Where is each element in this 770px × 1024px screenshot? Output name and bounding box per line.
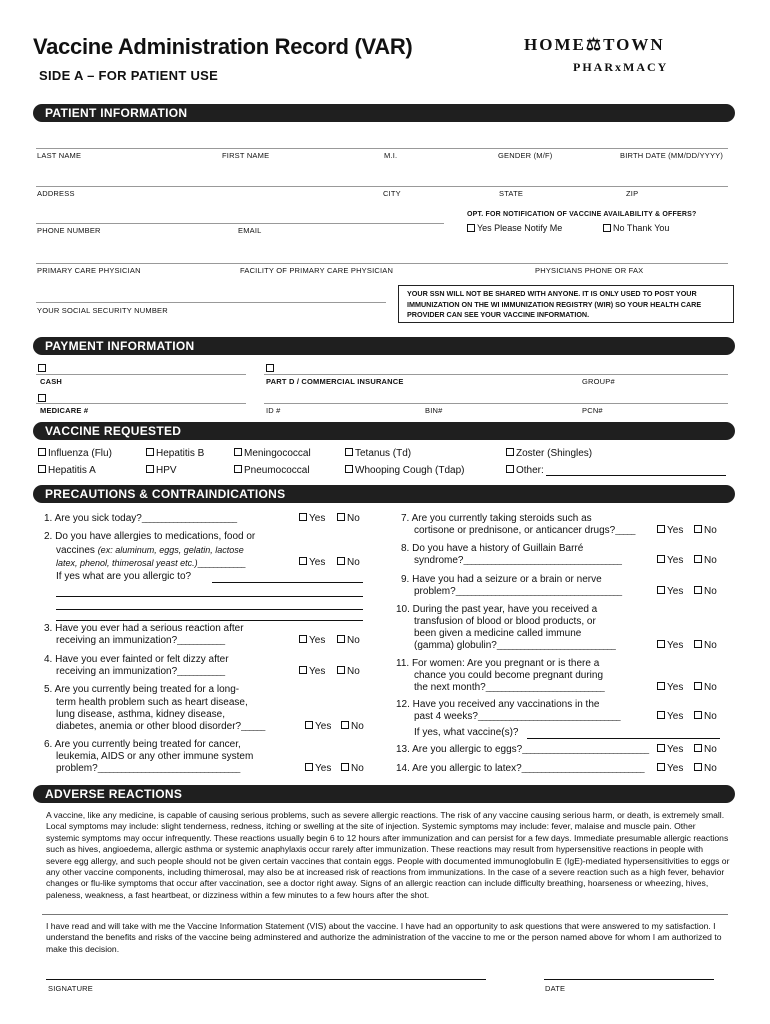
question-5-line2: term health problem such as heart disease,	[56, 697, 248, 708]
q14-yes[interactable]: Yes	[657, 763, 683, 774]
q4-yes[interactable]: Yes	[299, 666, 325, 677]
q5-yes[interactable]: Yes	[305, 721, 331, 732]
question-12-line3: If yes, what vaccine(s)?	[414, 727, 519, 738]
bin-label: BIN#	[425, 406, 443, 415]
allergy-line-1[interactable]	[212, 582, 363, 583]
section-precautions: PRECAUTIONS & CONTRAINDICATIONS	[33, 485, 735, 503]
question-6-line3: problem?____________________________________	[56, 763, 240, 774]
name-line[interactable]	[36, 148, 728, 149]
q2-no[interactable]: No	[337, 557, 360, 568]
page-subtitle: SIDE A – FOR PATIENT USE	[39, 68, 219, 83]
signature-label: SIGNATURE	[48, 984, 93, 993]
q6-no[interactable]: No	[341, 763, 364, 774]
question-1: 1. Are you sick today?________________________	[44, 513, 237, 524]
q10-no[interactable]: No	[694, 640, 717, 651]
insurance-line[interactable]	[264, 374, 728, 375]
question-4: 4. Have you ever fainted or felt dizzy after	[44, 654, 229, 665]
group-label: GROUP#	[582, 377, 615, 386]
q2-allergy-prompt: If yes what are you allergic to?	[56, 571, 192, 582]
q11-no[interactable]: No	[694, 682, 717, 693]
signature-line[interactable]	[46, 979, 486, 980]
question-3: 3. Have you ever had a serious reaction after	[44, 623, 244, 634]
phone-label: PHONE NUMBER	[37, 226, 101, 235]
ssn-line[interactable]	[36, 302, 386, 303]
section-payment-information: PAYMENT INFORMATION	[33, 337, 735, 355]
question-3-line2: receiving an immunization?____________	[56, 635, 225, 646]
first-name-label: FIRST NAME	[222, 151, 270, 160]
notify-yes-label: Yes Please Notify Me	[477, 223, 563, 233]
question-10-line3: been given a medicine called immune	[414, 628, 582, 639]
vaccine-other[interactable]: Other:	[506, 465, 544, 476]
pharmacy-logo-bottom: PHARxMACY	[573, 60, 669, 74]
question-2-line2: vaccines (ex: aluminum, eggs, gelatin, lactose	[56, 545, 244, 556]
question-10-line2: transfusion of blood or blood products, or	[414, 616, 596, 627]
notification-question: OPT. FOR NOTIFICATION OF VACCINE AVAILABILITY & OFFERS?	[467, 211, 697, 218]
q13-no[interactable]: No	[694, 744, 717, 755]
date-label: DATE	[545, 984, 566, 993]
q9-yes[interactable]: Yes	[657, 586, 683, 597]
vaccine-hpv[interactable]: HPV	[146, 465, 177, 476]
address-label: ADDRESS	[37, 189, 75, 198]
question-9-line2: problem?__________________________________________	[414, 586, 622, 597]
medicare-label: MEDICARE #	[40, 406, 89, 415]
q5-no[interactable]: No	[341, 721, 364, 732]
physician-phone-label: PHYSICIANS PHONE OR FAX	[535, 266, 644, 275]
question-2-line3: latex, phenol, thimerosal yeast etc.)____________	[56, 558, 245, 568]
city-label: CITY	[383, 189, 401, 198]
phone-email-line[interactable]	[36, 223, 444, 224]
zip-label: ZIP	[626, 189, 639, 198]
question-9: 9. Have you had a seizure or a brain or nerve	[401, 574, 602, 585]
q7-yes[interactable]: Yes	[657, 525, 683, 536]
q12-yes[interactable]: Yes	[657, 711, 683, 722]
q1-yes[interactable]: Yes	[299, 513, 325, 524]
q3-no[interactable]: No	[337, 635, 360, 646]
question-12-line2: past 4 weeks?____________________________________	[414, 711, 621, 722]
q6-yes[interactable]: Yes	[305, 763, 331, 774]
page-title: Vaccine Administration Record (VAR)	[33, 34, 413, 59]
allergy-line-4[interactable]	[56, 620, 363, 621]
part-d-label: PART D / COMMERCIAL INSURANCE	[266, 377, 404, 386]
state-label: STATE	[499, 189, 524, 198]
adverse-reactions-text: A vaccine, like any medicine, is capable of causing serious problems, such as severe allergic reactions. The risk of any vaccine causing serious harm, or death, is extremely small. Local symptoms may include: slight tenderness, redness, itching or swelling at the site of injection. Systemic symptoms may include: fever, malaise and muscle pain. Other systemic symptoms may occur infrequently. These reactions usually begin 6 to 12 hours after immunization and can persist for a few days. Immediate presumable allergic reactions such as hives, angioedema, allergic asthma or systemic anaphylaxis occur rarely after immunization. These reactions may result from hypersensitive reactions in people with severe egg allergy, and such people should not be given certain vaccines that contain eggs. People with documented immunoglobulin E (IgE)-mediated hypersensitivities to eggs or any other vaccine components, including thimerosal, may also be at increased risk of reactions from immunizations. In the case of a severe reaction such as a high fever, behavior changes or flu-like symptoms that occur after vaccination, see a doctor right away. Signs of an allergic reaction can include difficulty breathing, hoarseness or wheezing, hives, paleness, weakness, a fast heartbeat, or dizziness within a few minutes to a few hours after the shot.	[46, 810, 730, 900]
q10-yes[interactable]: Yes	[657, 640, 683, 651]
q9-no[interactable]: No	[694, 586, 717, 597]
date-line[interactable]	[544, 979, 714, 980]
address-line[interactable]	[36, 186, 728, 187]
vaccine-zoster[interactable]: Zoster (Shingles)	[506, 448, 592, 459]
notify-no-label: No Thank You	[613, 223, 670, 233]
question-11-line2: chance you could become pregnant during	[414, 670, 604, 681]
facility-label: FACILITY OF PRIMARY CARE PHYSICIAN	[240, 266, 394, 275]
last-name-label: LAST NAME	[37, 151, 82, 160]
pharmacy-logo-top: HOME⚖TOWN	[524, 35, 665, 54]
mi-label: M.I.	[384, 151, 398, 160]
q8-no[interactable]: No	[694, 555, 717, 566]
question-5-line4: diabetes, anemia or other blood disorder?______	[56, 721, 265, 732]
question-7: 7. Are you currently taking steroids such as	[401, 513, 592, 524]
q2-yes[interactable]: Yes	[299, 557, 325, 568]
cash-checkbox[interactable]	[38, 360, 48, 378]
question-6-line2: leukemia, AIDS or any other immune system	[56, 751, 254, 762]
medicare-line[interactable]	[36, 403, 246, 404]
vaccines-received-line[interactable]	[527, 738, 720, 739]
notify-yes-checkbox[interactable]	[467, 224, 475, 232]
gender-label: GENDER (M/F)	[498, 151, 553, 160]
pcp-label: PRIMARY CARE PHYSICIAN	[37, 266, 141, 275]
q8-yes[interactable]: Yes	[657, 555, 683, 566]
question-12: 12. Have you received any vaccinations in the	[396, 699, 600, 710]
question-10-line4: (gamma) globulin?______________________________	[414, 640, 616, 651]
vaccine-meningococcal[interactable]: Meningococcal	[234, 448, 311, 459]
question-4-line2: receiving an immunization?____________	[56, 666, 225, 677]
vaccine-influenza[interactable]: Influenza (Flu)	[38, 448, 112, 459]
question-11-line3: the next month?______________________________	[414, 682, 605, 693]
section-vaccine-requested: VACCINE REQUESTED	[33, 422, 735, 440]
section-patient-information: PATIENT INFORMATION	[33, 104, 735, 122]
cash-label: CASH	[40, 377, 63, 386]
notify-no-checkbox[interactable]	[603, 224, 611, 232]
physician-line[interactable]	[36, 263, 728, 264]
q4-no[interactable]: No	[337, 666, 360, 677]
question-7-line2: cortisone or prednisone, or anticancer drugs?_____	[414, 525, 635, 536]
id-line[interactable]	[264, 403, 728, 404]
question-13: 13. Are you allergic to eggs?________________________________	[396, 744, 649, 755]
q3-yes[interactable]: Yes	[299, 635, 325, 646]
q1-no[interactable]: No	[337, 513, 360, 524]
consent-text: I have read and will take with me the Vaccine Information Statement (VIS) about the vaccine. I have had an opportunity to ask questions that were answered to my satisfaction. I understand the benefits and risks of the vaccine being adminstered and authorize the administration of the vaccine to me or the person named above for whom I am authorized to make this decision.	[46, 921, 722, 954]
notify-yes-option[interactable]	[467, 223, 562, 233]
vaccine-other-line[interactable]	[546, 475, 726, 476]
question-10: 10. During the past year, have you received a	[396, 604, 598, 615]
question-5: 5. Are you currently being treated for a long-	[44, 684, 240, 695]
question-14: 14. Are you allergic to latex?_______________________________	[396, 763, 645, 774]
question-2: 2. Do you have allergies to medications, food or	[44, 531, 256, 542]
pcn-label: PCN#	[582, 406, 603, 415]
divider	[42, 914, 728, 915]
question-8: 8. Do you have a history of Guillain Barré	[401, 543, 584, 554]
birth-date-label: BIRTH DATE (MM/DD/YYYY)	[620, 151, 724, 160]
notify-no-option[interactable]	[603, 223, 669, 233]
allergy-line-3[interactable]	[56, 609, 363, 610]
email-label: EMAIL	[238, 226, 262, 235]
ssn-notice: YOUR SSN WILL NOT BE SHARED WITH ANYONE. IT IS ONLY USED TO POST YOUR IMMUNIZATION ON THE WI IMMUNIZATION REGISTRY (WIR) SO YOUR HEALTH CARE PROVIDER CAN SEE YOUR VACCINE INFORMATION.	[398, 285, 734, 323]
insurance-checkbox[interactable]	[266, 360, 276, 378]
vaccine-pneumococcal[interactable]: Pneumococcal	[234, 465, 310, 476]
vaccine-tetanus[interactable]: Tetanus (Td)	[345, 448, 411, 459]
question-5-line3: lung disease, asthma, kidney disease,	[56, 709, 225, 720]
vaccine-hepatitis-b[interactable]: Hepatitis B	[146, 448, 204, 459]
q11-yes[interactable]: Yes	[657, 682, 683, 693]
q7-no[interactable]: No	[694, 525, 717, 536]
question-8-line2: syndrome?________________________________________	[414, 555, 622, 566]
vaccine-hepatitis-a[interactable]: Hepatitis A	[38, 465, 96, 476]
q12-no[interactable]: No	[694, 711, 717, 722]
question-11: 11. For women: Are you pregnant or is there a	[396, 658, 600, 669]
section-adverse-reactions: ADVERSE REACTIONS	[33, 785, 735, 803]
question-6: 6. Are you currently being treated for cancer,	[44, 739, 241, 750]
ssn-label: YOUR SOCIAL SECURITY NUMBER	[37, 306, 168, 315]
vaccine-whooping-cough[interactable]: Whooping Cough (Tdap)	[345, 465, 465, 476]
allergy-line-2[interactable]	[56, 596, 363, 597]
q14-no[interactable]: No	[694, 763, 717, 774]
q13-yes[interactable]: Yes	[657, 744, 683, 755]
cash-line	[36, 374, 246, 375]
id-label: ID #	[266, 406, 281, 415]
